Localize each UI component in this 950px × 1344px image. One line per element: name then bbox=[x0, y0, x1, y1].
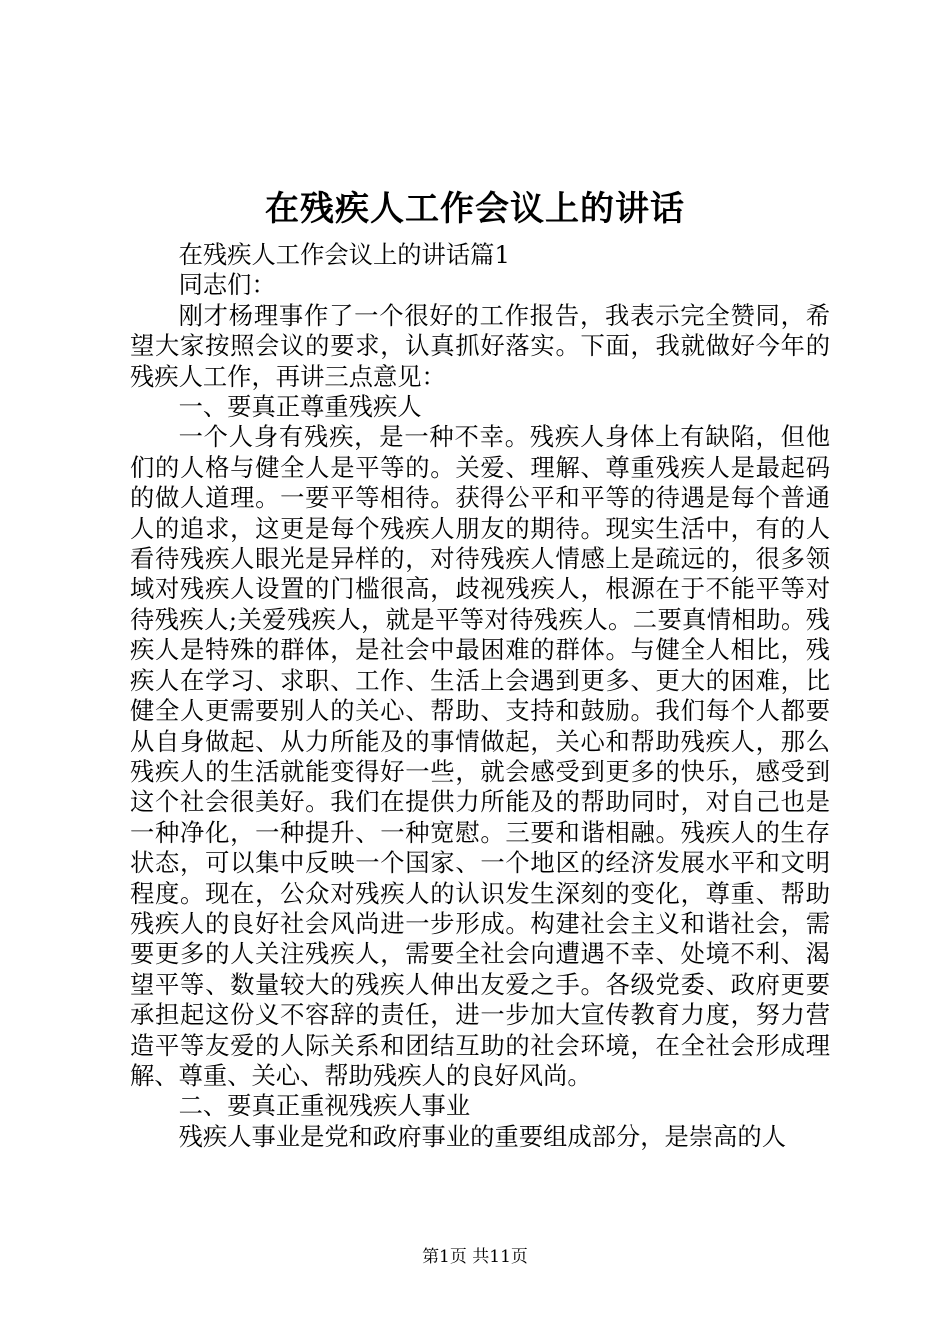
paragraph: 残疾人事业是党和政府事业的重要组成部分，是崇高的人 bbox=[178, 1121, 787, 1151]
salutation: 同志们： bbox=[178, 270, 276, 300]
paragraph: 一个人身有残疾，是一种不幸。残疾人身体上有缺陷，但他们的人格与健全人是平等的。关爱、理解、尊重残疾人是最起码的做人道理。一要平等相待。获得公平和平等的待遇是每个普通人的追求，这更是每个残疾人朋友的期待。现实生活中，有的人看待残疾人眼光是异样的，对待残疾人情感上是疏远的，很多领域对残疾人设置的门槛很高，歧视残疾人，根源在于不能平等对待残疾人;关爱残疾人，就是平等对待残疾人。二要真情相助。残疾人是特殊的群体，是社会中最困难的群体。与健全人相比，残疾人在学习、求职、工作、生活上会遇到更多、更大的困难，比健全人更需要别人的关心、帮助、支持和鼓励。我们每个人都要从自身做起、从力所能及的事情做起，关心和帮助残疾人，那么残疾人的生活就能变得好一些，就会感受到更多的快乐，感受到这个社会很美好。我们在提供力所能及的帮助同时，对自己也是一种净化，一种提升、一种宽慰。三要和谐相融。残疾人的生存状态，可以集中反映一个国家、一个地区的经济发展水平和文明程度。现在，公众对残疾人的认识发生深刻的变化，尊重、帮助残疾人的良好社会风尚进一步形成。构建社会主义和谐社会，需要更多的人关注残疾人，需要全社会向遭遇不幸、处境不利、渴望平等、数量较大的残疾人伸出友爱之手。各级党委、政府更要承担起这份义不容辞的责任，进一步加大宣传教育力度，努力营造平等友爱的人际关系和团结互助的社会环境，在全社会形成理解、尊重、关心、帮助残疾人的良好风尚。 bbox=[130, 422, 830, 1090]
section-heading: 二、要真正重视残疾人事业 bbox=[178, 1091, 471, 1121]
section-heading: 一、要真正尊重残疾人 bbox=[178, 392, 422, 422]
page-number: 第1页 共11页 bbox=[422, 1247, 528, 1267]
document-body bbox=[130, 240, 830, 1152]
paragraph: 刚才杨理事作了一个很好的工作报告，我表示完全赞同，希望大家按照会议的要求，认真抓好落实。下面，我就做好今年的残疾人工作，再讲三点意见： bbox=[130, 300, 830, 391]
section-heading: 在残疾人工作会议上的讲话篇1 bbox=[178, 240, 510, 269]
document-title: 在残疾人工作会议上的讲话 bbox=[265, 189, 685, 229]
